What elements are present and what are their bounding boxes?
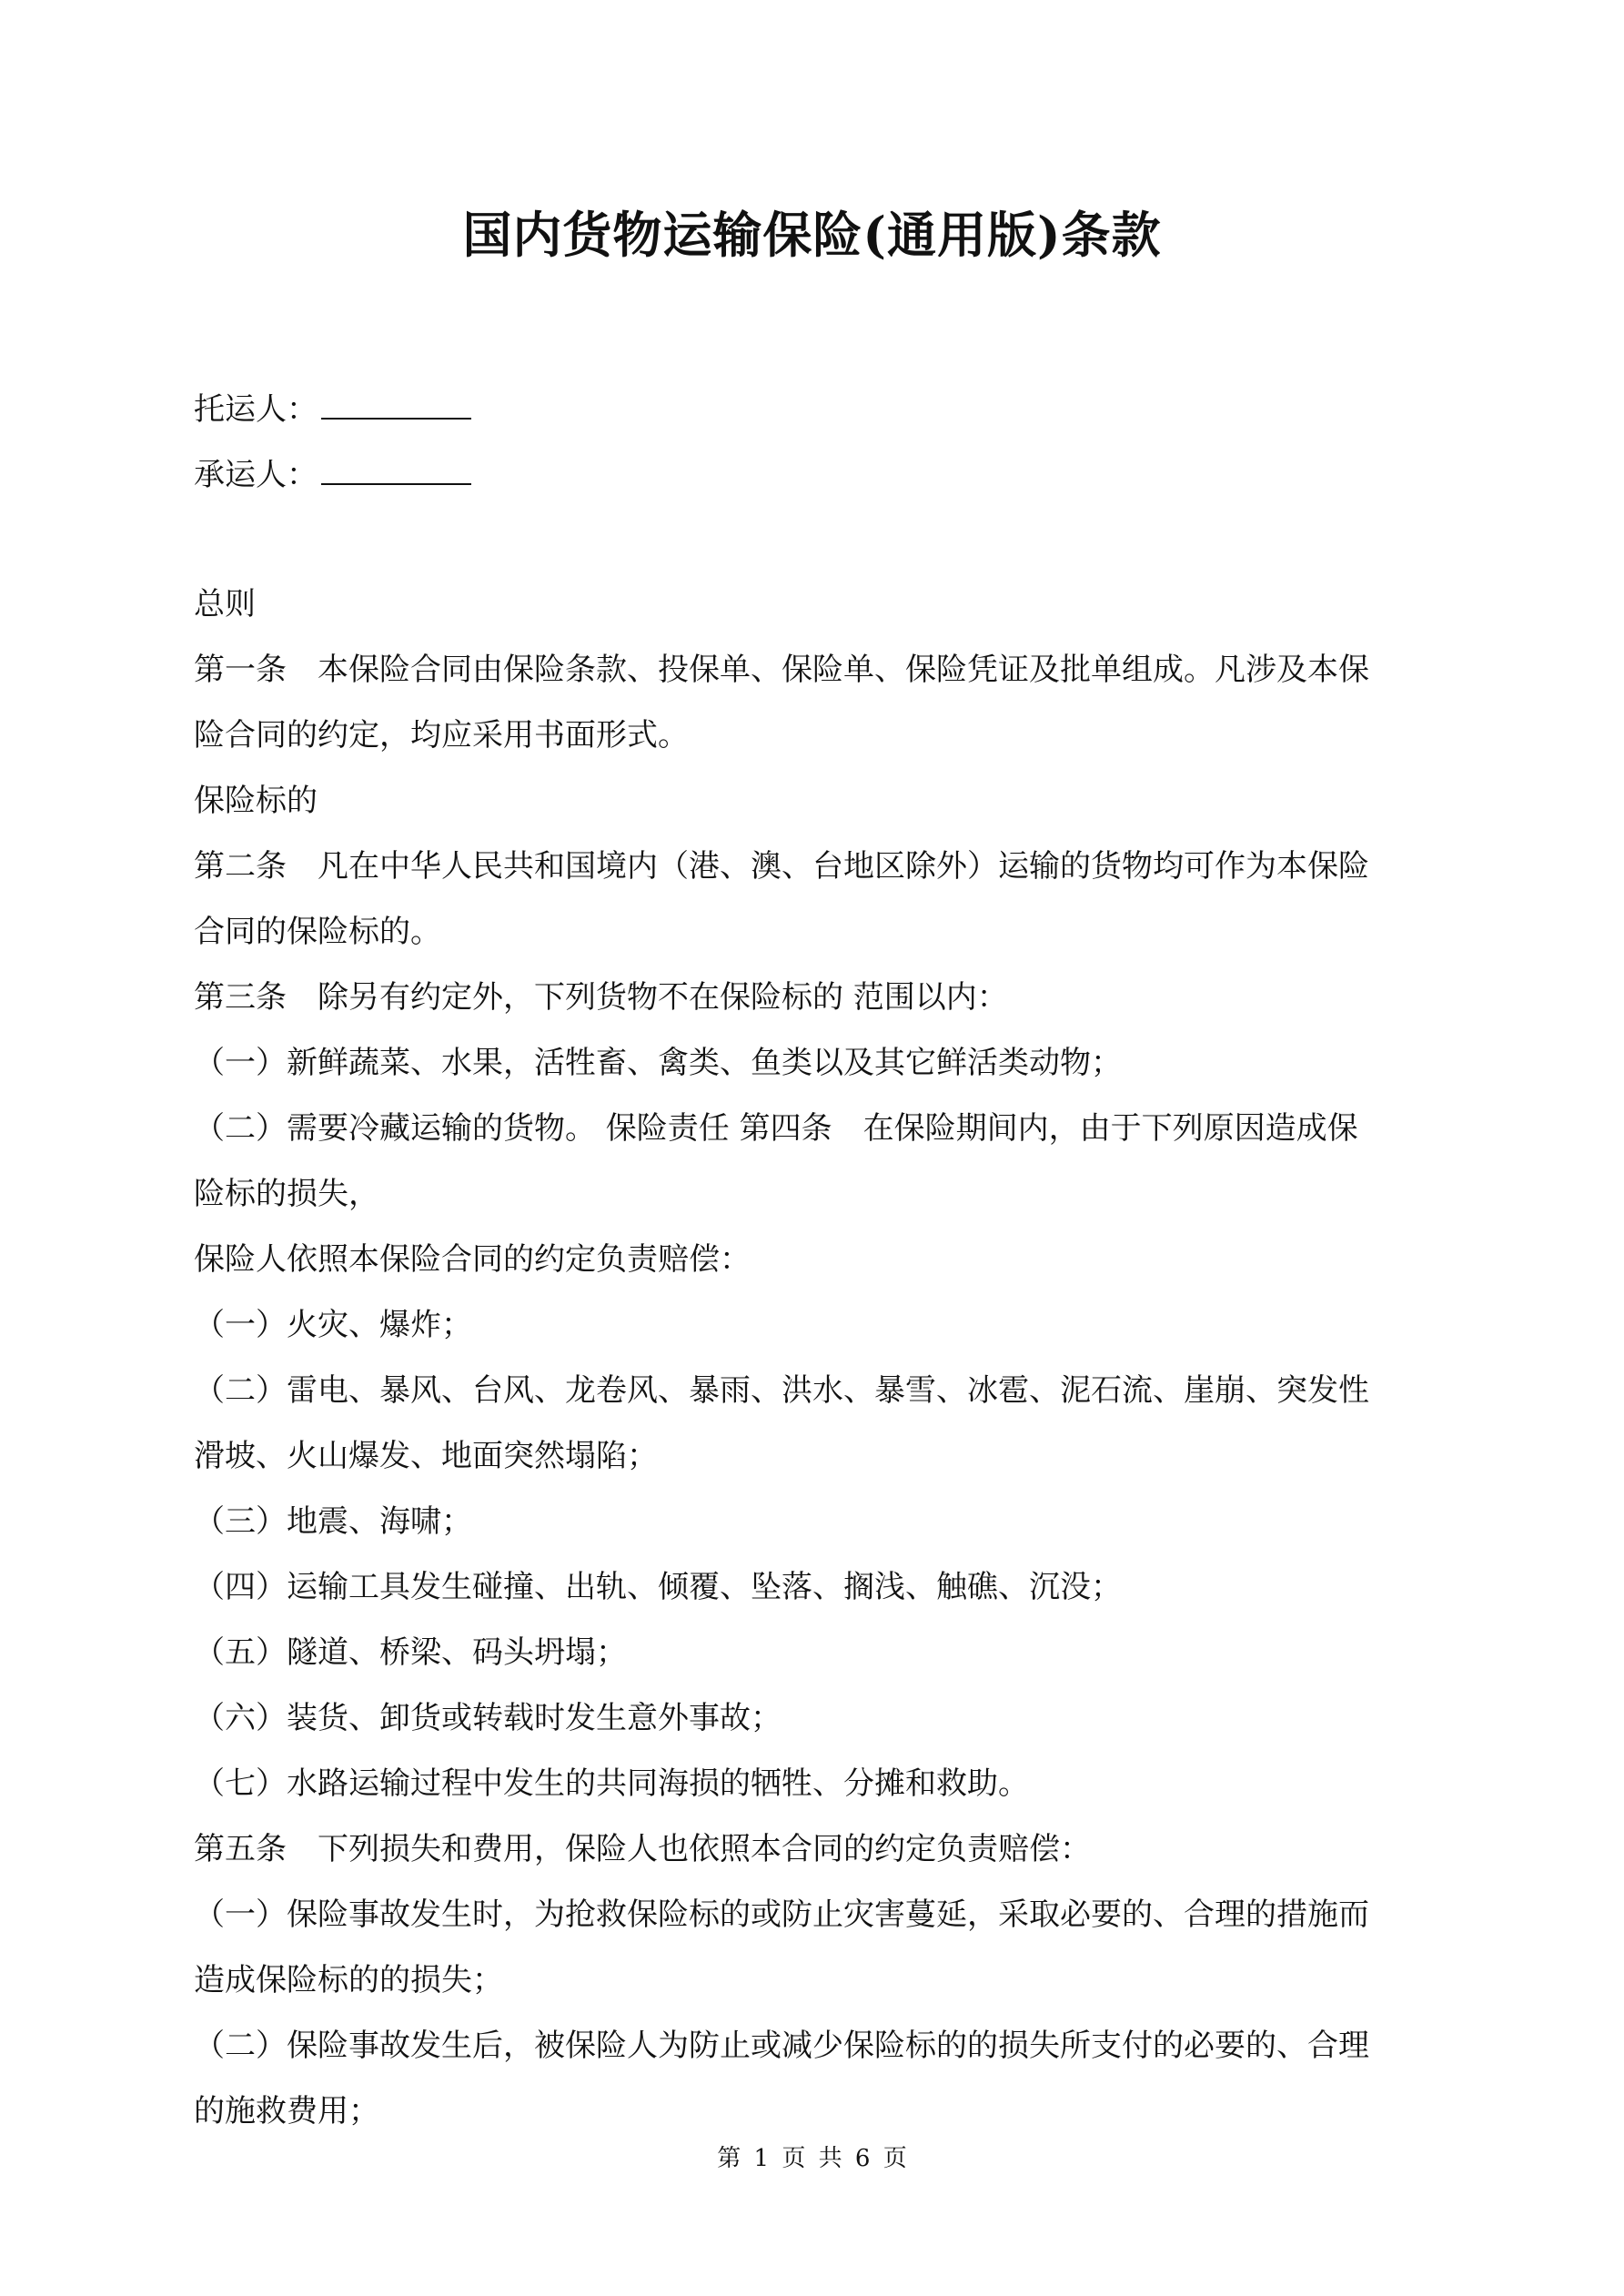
clause-line: 第一条 本保险合同由保险条款、投保单、保险单、保险凭证及批单组成。凡涉及本保 — [194, 652, 1369, 688]
clause-line: （四）运输工具发生碰撞、出轨、倾覆、坠落、搁浅、触礁、沉没； — [194, 1569, 1122, 1605]
shipper-label: 托运人： — [194, 391, 318, 428]
clause-line: 险合同的约定，均应采用书面形式。 — [194, 717, 689, 754]
shipper-line — [194, 377, 1431, 442]
document-title: 国内货物运输保险(通用版)条款 — [462, 206, 1162, 264]
shipper-blank — [321, 394, 471, 420]
carrier-blank — [321, 460, 471, 485]
clause-line: （二）需要冷藏运输的货物。 保险责任 第四条 在保险期间内，由于下列原因造成保 — [194, 1110, 1358, 1147]
clause-line: 保险人依照本保险合同的约定负责赔偿： — [194, 1241, 751, 1278]
clause-line: （二）保险事故发生后，被保险人为防止或减少保险标的的损失所支付的必要的、合理 — [194, 2028, 1369, 2064]
clause-line: 第三条 除另有约定外，下列货物不在保险标的 范围以内： — [194, 979, 1008, 1016]
clause-line: （三）地震、海啸； — [194, 1503, 472, 1540]
section-heading: 总则 — [194, 586, 256, 622]
clause-line: （一）火灾、爆炸； — [194, 1307, 472, 1343]
clause-line: 险标的损失， — [194, 1176, 379, 1212]
parties-block — [194, 377, 1431, 508]
carrier-label: 承运人： — [194, 457, 318, 493]
clause-line: （一）新鲜蔬菜、水果，活牲畜、禽类、鱼类以及其它鲜活类动物； — [194, 1045, 1122, 1081]
clause-line: （六）装货、卸货或转载时发生意外事故； — [194, 1700, 782, 1736]
clause-line: 的施救费用； — [194, 2093, 379, 2129]
page-footer: 第 1 页 共 6 页 — [717, 2145, 907, 2172]
clause-line: （五）隧道、桥梁、码头坍塌； — [194, 1634, 627, 1671]
clause-line: （二）雷电、暴风、台风、龙卷风、暴雨、洪水、暴雪、冰雹、泥石流、崖崩、突发性 — [194, 1372, 1369, 1409]
section-heading: 保险标的 — [194, 783, 318, 819]
clause-line: 第二条 凡在中华人民共和国境内（港、澳、台地区除外）运输的货物均可作为本保险 — [194, 848, 1369, 885]
clause-line: 滑坡、火山爆发、地面突然塌陷； — [194, 1438, 658, 1474]
clause-line: （一）保险事故发生时，为抢救保险标的或防止灾害蔓延，采取必要的、合理的措施而 — [194, 1896, 1369, 1933]
carrier-line — [194, 442, 1431, 508]
clause-line: 第五条 下列损失和费用，保险人也依照本合同的约定负责赔偿： — [194, 1831, 1091, 1867]
clause-line: 造成保险标的的损失； — [194, 1962, 503, 1998]
clause-line: （七）水路运输过程中发生的共同海损的牺牲、分摊和救助。 — [194, 1765, 1029, 1802]
document-body — [194, 571, 1433, 2144]
clause-line: 合同的保险标的。 — [194, 914, 441, 950]
